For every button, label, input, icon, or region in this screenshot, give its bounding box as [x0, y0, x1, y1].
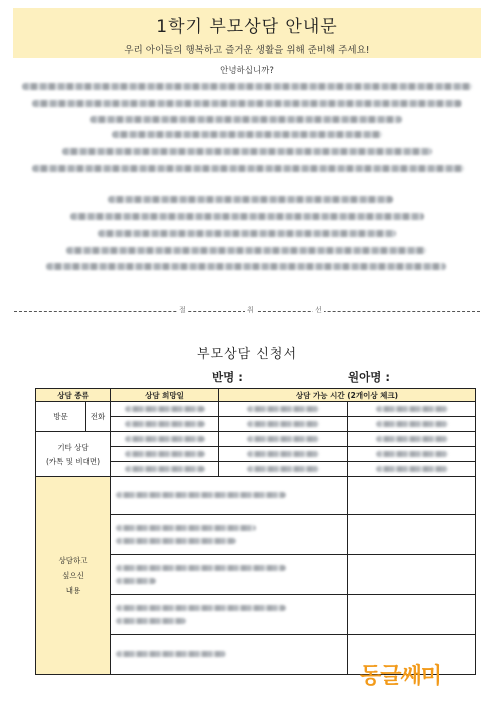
time-option[interactable]: [219, 417, 348, 432]
consultation-form-table: [35, 388, 476, 675]
content-question: [111, 595, 348, 635]
notice-subtitle: 우리 아이들의 행복하고 즐거운 생활을 위해 준비해 주세요!: [124, 45, 370, 56]
content-label-line: 상담하고: [58, 556, 88, 565]
time-option[interactable]: [348, 417, 476, 432]
blurred-text-line: [66, 247, 426, 254]
type-other-sublabel: (카톡 및 비대면): [45, 456, 101, 466]
blurred-text-line: [32, 100, 462, 107]
header-desired-date: 상담 희망일: [111, 389, 219, 402]
date-option[interactable]: [111, 432, 219, 447]
notice-title: 1학기 부모상담 안내문: [156, 17, 338, 37]
greeting-text: 안녕하십니까?: [220, 66, 274, 76]
blurred-text-line: [98, 230, 396, 237]
type-other-label: 기타 상담: [57, 442, 89, 452]
blurred-text-line: [46, 263, 446, 270]
time-option[interactable]: [348, 447, 476, 462]
child-name-label: 원아명 :: [348, 370, 390, 384]
time-option[interactable]: [348, 402, 476, 417]
brand-logo: 동글쌔미: [360, 664, 442, 689]
notice-header: [13, 8, 481, 58]
blurred-text-line: [108, 196, 393, 203]
type-other[interactable]: [36, 432, 111, 477]
cut-word: 취: [247, 306, 254, 314]
content-question: [111, 515, 348, 555]
form-title: 부모상담 신청서: [196, 347, 298, 362]
time-option[interactable]: [348, 432, 476, 447]
header-consult-type: 상담 종류: [36, 389, 111, 402]
time-option[interactable]: [219, 402, 348, 417]
consult-content-label: [36, 477, 111, 675]
date-option[interactable]: [111, 447, 219, 462]
type-phone[interactable]: 전화: [86, 402, 111, 432]
content-answer-field[interactable]: [348, 477, 476, 515]
content-question: [111, 635, 348, 675]
time-option[interactable]: [219, 432, 348, 447]
content-question: [111, 477, 348, 515]
blurred-text-line: [32, 165, 464, 172]
content-answer-field[interactable]: [348, 515, 476, 555]
type-visit[interactable]: 방문: [36, 402, 86, 432]
content-answer-field[interactable]: [348, 555, 476, 595]
content-question: [111, 555, 348, 595]
blurred-text-line: [112, 131, 382, 138]
time-option[interactable]: [219, 447, 348, 462]
blurred-text-line: [62, 148, 432, 155]
time-option[interactable]: [219, 462, 348, 477]
blurred-text-line: [22, 83, 472, 90]
content-label-line: 싶으신: [62, 571, 84, 580]
blurred-text-line: [90, 116, 402, 123]
blurred-text-line: [70, 213, 424, 220]
class-name-label: 반명 :: [212, 370, 243, 384]
date-option[interactable]: [111, 462, 219, 477]
cut-word: 절: [179, 306, 186, 314]
cut-word: 선: [315, 306, 322, 314]
date-option[interactable]: [111, 417, 219, 432]
content-answer-field[interactable]: [348, 595, 476, 635]
header-available-time: 상담 가능 시간 (2개이상 체크): [219, 389, 476, 402]
content-label-line: 내용: [65, 586, 81, 595]
time-option[interactable]: [348, 462, 476, 477]
date-option[interactable]: [111, 402, 219, 417]
